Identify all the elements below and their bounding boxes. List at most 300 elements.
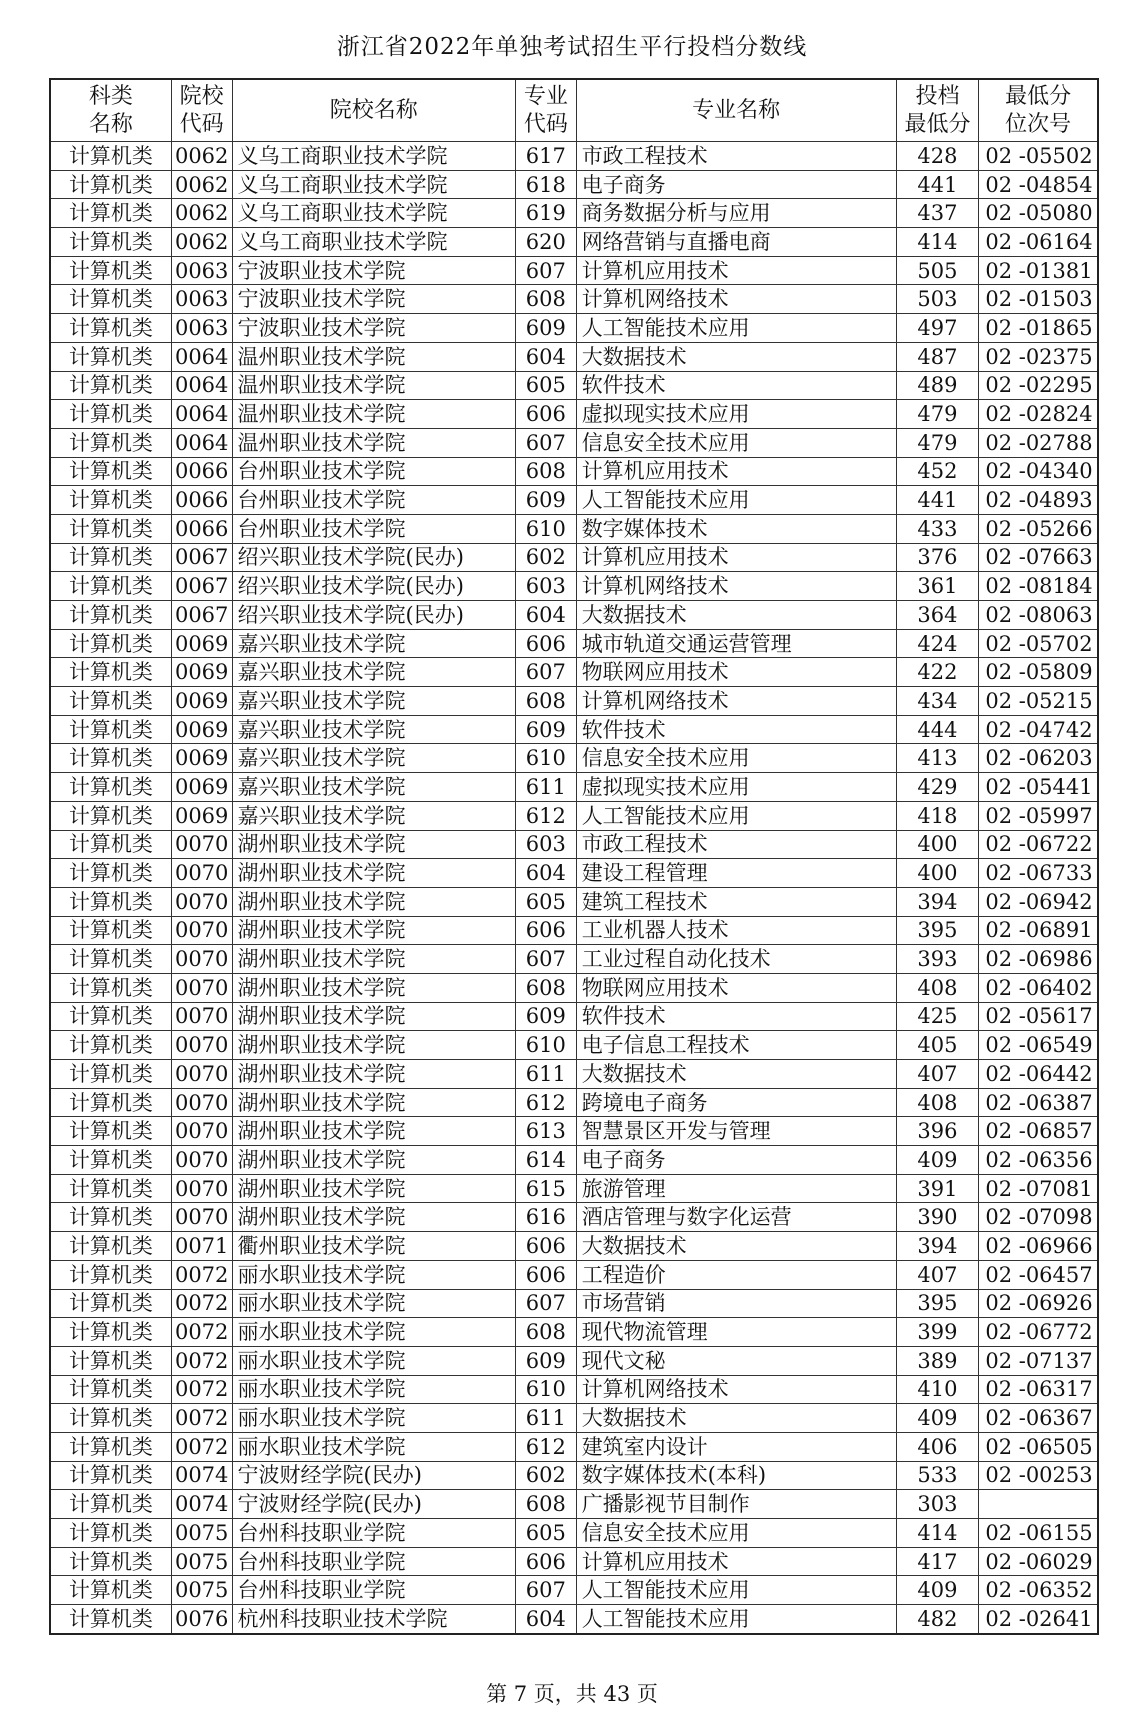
cell-major-code: 612 [516, 1088, 577, 1117]
cell-major-name: 工业机器人技术 [576, 916, 896, 945]
cell-major-code: 606 [516, 400, 577, 429]
cell-school-code: 0064 [171, 342, 232, 371]
cell-min-score: 408 [896, 973, 979, 1002]
cell-school-code: 0070 [171, 916, 232, 945]
cell-school-code: 0072 [171, 1432, 232, 1461]
cell-category: 计算机类 [50, 1203, 171, 1232]
cell-major-code: 607 [516, 428, 577, 457]
cell-min-rank: 02 -05702 [979, 629, 1098, 658]
cell-min-rank: 02 -06505 [979, 1432, 1098, 1461]
cell-major-name: 计算机应用技术 [576, 1547, 896, 1576]
cell-school-code: 0072 [171, 1318, 232, 1347]
cell-min-rank: 02 -06891 [979, 916, 1098, 945]
cell-school-name: 丽水职业技术学院 [232, 1260, 516, 1289]
cell-major-code: 616 [516, 1203, 577, 1232]
cell-school-name: 丽水职业技术学院 [232, 1346, 516, 1375]
cell-major-code: 602 [516, 1461, 577, 1490]
cell-school-name: 义乌工商职业技术学院 [232, 199, 516, 228]
cell-major-code: 610 [516, 514, 577, 543]
cell-school-name: 丽水职业技术学院 [232, 1289, 516, 1318]
cell-school-name: 温州职业技术学院 [232, 400, 516, 429]
cell-min-score: 395 [896, 916, 979, 945]
cell-school-name: 湖州职业技术学院 [232, 1002, 516, 1031]
cell-major-code: 606 [516, 1547, 577, 1576]
cell-major-code: 608 [516, 457, 577, 486]
header-min-rank: 最低分 位次号 [979, 79, 1098, 142]
cell-school-name: 宁波职业技术学院 [232, 314, 516, 343]
table-row [50, 715, 1098, 744]
table-row [50, 916, 1098, 945]
cell-min-score: 400 [896, 830, 979, 859]
cell-school-code: 0064 [171, 371, 232, 400]
cell-min-rank: 02 -00253 [979, 1461, 1098, 1490]
cell-school-code: 0070 [171, 973, 232, 1002]
cell-min-rank: 02 -06029 [979, 1547, 1098, 1576]
cell-major-name: 工业过程自动化技术 [576, 945, 896, 974]
cell-category: 计算机类 [50, 859, 171, 888]
cell-min-score: 441 [896, 486, 979, 515]
table-row [50, 1060, 1098, 1089]
cell-major-name: 建筑工程技术 [576, 887, 896, 916]
cell-min-score: 376 [896, 543, 979, 572]
cell-major-code: 603 [516, 572, 577, 601]
cell-min-score: 533 [896, 1461, 979, 1490]
cell-school-name: 台州职业技术学院 [232, 514, 516, 543]
cell-major-name: 电子商务 [576, 170, 896, 199]
cell-school-name: 丽水职业技术学院 [232, 1432, 516, 1461]
cell-min-rank: 02 -04854 [979, 170, 1098, 199]
cell-category: 计算机类 [50, 486, 171, 515]
cell-school-code: 0069 [171, 687, 232, 716]
cell-school-name: 台州科技职业学院 [232, 1547, 516, 1576]
cell-major-name: 旅游管理 [576, 1174, 896, 1203]
cell-major-code: 606 [516, 629, 577, 658]
table-row [50, 1318, 1098, 1347]
cell-major-name: 现代物流管理 [576, 1318, 896, 1347]
cell-school-code: 0066 [171, 457, 232, 486]
cell-major-name: 数字媒体技术(本科) [576, 1461, 896, 1490]
cell-category: 计算机类 [50, 572, 171, 601]
cell-major-name: 计算机网络技术 [576, 572, 896, 601]
header-school-name: 院校名称 [232, 79, 516, 142]
cell-min-rank: 02 -02824 [979, 400, 1098, 429]
cell-school-name: 衢州职业技术学院 [232, 1232, 516, 1261]
cell-min-score: 424 [896, 629, 979, 658]
cell-category: 计算机类 [50, 773, 171, 802]
table-row [50, 744, 1098, 773]
cell-school-code: 0063 [171, 285, 232, 314]
cell-min-rank: 02 -04742 [979, 715, 1098, 744]
cell-major-code: 609 [516, 1346, 577, 1375]
cell-school-code: 0063 [171, 256, 232, 285]
cell-min-rank: 02 -06203 [979, 744, 1098, 773]
cell-school-code: 0069 [171, 801, 232, 830]
cell-school-name: 湖州职业技术学院 [232, 1060, 516, 1089]
cell-category: 计算机类 [50, 428, 171, 457]
header-min-score: 投档 最低分 [896, 79, 979, 142]
cell-major-code: 607 [516, 1289, 577, 1318]
table-row [50, 1289, 1098, 1318]
table-row [50, 1203, 1098, 1232]
cell-major-name: 虚拟现实技术应用 [576, 773, 896, 802]
cell-category: 计算机类 [50, 314, 171, 343]
cell-school-name: 台州科技职业学院 [232, 1576, 516, 1605]
cell-min-rank: 02 -06722 [979, 830, 1098, 859]
cell-school-code: 0074 [171, 1461, 232, 1490]
cell-major-name: 大数据技术 [576, 1232, 896, 1261]
cell-major-name: 计算机应用技术 [576, 457, 896, 486]
cell-major-code: 608 [516, 1318, 577, 1347]
cell-major-name: 大数据技术 [576, 1404, 896, 1433]
cell-major-code: 615 [516, 1174, 577, 1203]
cell-school-code: 0067 [171, 543, 232, 572]
cell-school-name: 湖州职业技术学院 [232, 1146, 516, 1175]
cell-category: 计算机类 [50, 228, 171, 257]
table-row [50, 1375, 1098, 1404]
cell-major-code: 604 [516, 1605, 577, 1634]
cell-major-code: 611 [516, 1060, 577, 1089]
cell-school-code: 0069 [171, 658, 232, 687]
cell-min-rank: 02 -06402 [979, 973, 1098, 1002]
cell-major-name: 网络营销与直播电商 [576, 228, 896, 257]
cell-category: 计算机类 [50, 687, 171, 716]
cell-category: 计算机类 [50, 629, 171, 658]
header-school-code: 院校 代码 [171, 79, 232, 142]
table-row [50, 1576, 1098, 1605]
cell-category: 计算机类 [50, 285, 171, 314]
cell-min-score: 394 [896, 1232, 979, 1261]
cell-school-name: 宁波财经学院(民办) [232, 1461, 516, 1490]
cell-major-code: 618 [516, 170, 577, 199]
cell-major-name: 计算机网络技术 [576, 285, 896, 314]
cell-min-rank: 02 -02788 [979, 428, 1098, 457]
cell-min-rank: 02 -06772 [979, 1318, 1098, 1347]
cell-school-code: 0062 [171, 199, 232, 228]
cell-category: 计算机类 [50, 1404, 171, 1433]
cell-school-name: 宁波财经学院(民办) [232, 1490, 516, 1519]
cell-school-name: 温州职业技术学院 [232, 342, 516, 371]
cell-category: 计算机类 [50, 400, 171, 429]
cell-school-name: 湖州职业技术学院 [232, 830, 516, 859]
cell-school-name: 湖州职业技术学院 [232, 1203, 516, 1232]
cell-major-name: 电子商务 [576, 1146, 896, 1175]
table-row [50, 830, 1098, 859]
cell-major-name: 大数据技术 [576, 601, 896, 630]
cell-major-code: 607 [516, 658, 577, 687]
cell-school-name: 温州职业技术学院 [232, 428, 516, 457]
table-row [50, 801, 1098, 830]
cell-school-name: 湖州职业技术学院 [232, 1117, 516, 1146]
cell-school-code: 0064 [171, 428, 232, 457]
cell-school-code: 0076 [171, 1605, 232, 1634]
cell-major-name: 城市轨道交通运营管理 [576, 629, 896, 658]
cell-min-rank: 02 -06155 [979, 1519, 1098, 1548]
cell-category: 计算机类 [50, 1117, 171, 1146]
table-row [50, 371, 1098, 400]
cell-school-name: 台州职业技术学院 [232, 486, 516, 515]
cell-min-score: 434 [896, 687, 979, 716]
cell-school-name: 杭州科技职业技术学院 [232, 1605, 516, 1634]
cell-category: 计算机类 [50, 1289, 171, 1318]
cell-min-rank: 02 -08184 [979, 572, 1098, 601]
cell-school-code: 0067 [171, 601, 232, 630]
cell-school-code: 0070 [171, 1002, 232, 1031]
cell-min-rank: 02 -06387 [979, 1088, 1098, 1117]
cell-min-score: 409 [896, 1404, 979, 1433]
cell-school-name: 丽水职业技术学院 [232, 1404, 516, 1433]
cell-min-rank: 02 -02295 [979, 371, 1098, 400]
cell-category: 计算机类 [50, 371, 171, 400]
header-major-name: 专业名称 [576, 79, 896, 142]
cell-major-name: 计算机网络技术 [576, 687, 896, 716]
cell-school-code: 0069 [171, 629, 232, 658]
cell-min-rank: 02 -05809 [979, 658, 1098, 687]
cell-min-rank: 02 -04340 [979, 457, 1098, 486]
table-row [50, 486, 1098, 515]
cell-school-code: 0070 [171, 887, 232, 916]
page-footer: 第 7 页，共 43 页 [486, 1682, 658, 1706]
cell-major-name: 软件技术 [576, 371, 896, 400]
cell-school-code: 0069 [171, 744, 232, 773]
cell-major-name: 工程造价 [576, 1260, 896, 1289]
cell-category: 计算机类 [50, 801, 171, 830]
cell-category: 计算机类 [50, 830, 171, 859]
cell-school-name: 湖州职业技术学院 [232, 945, 516, 974]
cell-school-name: 嘉兴职业技术学院 [232, 658, 516, 687]
cell-min-rank: 02 -08063 [979, 601, 1098, 630]
table-row [50, 1174, 1098, 1203]
cell-min-score: 497 [896, 314, 979, 343]
cell-school-code: 0072 [171, 1289, 232, 1318]
cell-school-code: 0063 [171, 314, 232, 343]
cell-major-code: 604 [516, 601, 577, 630]
cell-min-rank: 02 -06986 [979, 945, 1098, 974]
table-row [50, 1404, 1098, 1433]
cell-major-code: 609 [516, 486, 577, 515]
table-row [50, 199, 1098, 228]
cell-category: 计算机类 [50, 658, 171, 687]
cell-min-score: 487 [896, 342, 979, 371]
cell-school-name: 嘉兴职业技术学院 [232, 687, 516, 716]
cell-category: 计算机类 [50, 1232, 171, 1261]
cell-min-rank: 02 -06356 [979, 1146, 1098, 1175]
cell-category: 计算机类 [50, 199, 171, 228]
cell-min-score: 389 [896, 1346, 979, 1375]
cell-category: 计算机类 [50, 916, 171, 945]
cell-major-code: 614 [516, 1146, 577, 1175]
cell-min-score: 391 [896, 1174, 979, 1203]
cell-school-code: 0070 [171, 1088, 232, 1117]
table-row [50, 687, 1098, 716]
cell-major-name: 市政工程技术 [576, 830, 896, 859]
cell-school-name: 嘉兴职业技术学院 [232, 801, 516, 830]
cell-min-rank: 02 -05502 [979, 142, 1098, 171]
cell-min-score: 437 [896, 199, 979, 228]
cell-school-name: 湖州职业技术学院 [232, 1088, 516, 1117]
cell-school-code: 0070 [171, 1031, 232, 1060]
cell-min-score: 433 [896, 514, 979, 543]
cell-major-code: 607 [516, 256, 577, 285]
cell-major-code: 607 [516, 945, 577, 974]
cell-school-name: 台州职业技术学院 [232, 457, 516, 486]
cell-min-score: 422 [896, 658, 979, 687]
cell-major-code: 612 [516, 1432, 577, 1461]
cell-major-code: 608 [516, 687, 577, 716]
cell-school-name: 湖州职业技术学院 [232, 973, 516, 1002]
cell-min-score: 394 [896, 887, 979, 916]
cell-min-rank: 02 -06942 [979, 887, 1098, 916]
cell-min-rank: 02 -06926 [979, 1289, 1098, 1318]
cell-min-rank: 02 -06317 [979, 1375, 1098, 1404]
cell-school-code: 0070 [171, 1203, 232, 1232]
cell-min-rank: 02 -02375 [979, 342, 1098, 371]
table-row [50, 457, 1098, 486]
cell-category: 计算机类 [50, 1260, 171, 1289]
cell-min-rank: 02 -05997 [979, 801, 1098, 830]
cell-min-score: 409 [896, 1576, 979, 1605]
cell-min-score: 395 [896, 1289, 979, 1318]
cell-min-score: 400 [896, 859, 979, 888]
table-row [50, 142, 1098, 171]
cell-school-code: 0067 [171, 572, 232, 601]
table-row [50, 1605, 1098, 1634]
cell-school-name: 绍兴职业技术学院(民办) [232, 543, 516, 572]
cell-school-code: 0070 [171, 1174, 232, 1203]
cell-category: 计算机类 [50, 1146, 171, 1175]
table-row [50, 170, 1098, 199]
cell-school-code: 0070 [171, 1117, 232, 1146]
cell-school-name: 湖州职业技术学院 [232, 1174, 516, 1203]
table-header-row [50, 79, 1098, 142]
cell-min-rank: 02 -02641 [979, 1605, 1098, 1634]
page-title: 浙江省2022年单独考试招生平行投档分数线 [336, 34, 808, 60]
cell-min-rank: 02 -06857 [979, 1117, 1098, 1146]
cell-min-rank: 02 -04893 [979, 486, 1098, 515]
cell-min-score: 479 [896, 428, 979, 457]
table-row [50, 1547, 1098, 1576]
cell-major-name: 广播影视节目制作 [576, 1490, 896, 1519]
table-row [50, 1232, 1098, 1261]
cell-school-name: 嘉兴职业技术学院 [232, 773, 516, 802]
cell-min-score: 406 [896, 1432, 979, 1461]
cell-major-name: 电子信息工程技术 [576, 1031, 896, 1060]
cell-major-name: 酒店管理与数字化运营 [576, 1203, 896, 1232]
cell-major-name: 商务数据分析与应用 [576, 199, 896, 228]
cell-category: 计算机类 [50, 457, 171, 486]
cell-major-code: 612 [516, 801, 577, 830]
cell-min-score: 414 [896, 228, 979, 257]
cell-major-code: 603 [516, 830, 577, 859]
cell-major-code: 605 [516, 887, 577, 916]
cell-school-code: 0070 [171, 945, 232, 974]
cell-school-code: 0069 [171, 715, 232, 744]
cell-min-score: 418 [896, 801, 979, 830]
cell-min-score: 393 [896, 945, 979, 974]
cell-major-name: 建筑室内设计 [576, 1432, 896, 1461]
cell-major-name: 计算机应用技术 [576, 256, 896, 285]
cell-major-name: 信息安全技术应用 [576, 1519, 896, 1548]
table-row [50, 1260, 1098, 1289]
cell-school-code: 0070 [171, 1146, 232, 1175]
cell-major-name: 智慧景区开发与管理 [576, 1117, 896, 1146]
cell-school-name: 台州科技职业学院 [232, 1519, 516, 1548]
table-row [50, 601, 1098, 630]
cell-major-name: 跨境电子商务 [576, 1088, 896, 1117]
cell-category: 计算机类 [50, 1547, 171, 1576]
cell-category: 计算机类 [50, 973, 171, 1002]
cell-min-rank: 02 -06966 [979, 1232, 1098, 1261]
cell-major-code: 613 [516, 1117, 577, 1146]
cell-major-code: 610 [516, 744, 577, 773]
cell-school-code: 0072 [171, 1375, 232, 1404]
cell-major-code: 606 [516, 1232, 577, 1261]
table-row [50, 1461, 1098, 1490]
cell-category: 计算机类 [50, 256, 171, 285]
cell-min-rank: 02 -01503 [979, 285, 1098, 314]
cell-category: 计算机类 [50, 142, 171, 171]
cell-major-name: 人工智能技术应用 [576, 1576, 896, 1605]
cell-category: 计算机类 [50, 715, 171, 744]
table-row [50, 543, 1098, 572]
cell-min-score: 429 [896, 773, 979, 802]
cell-school-name: 绍兴职业技术学院(民办) [232, 572, 516, 601]
table-row [50, 1490, 1098, 1519]
table-row [50, 1432, 1098, 1461]
cell-category: 计算机类 [50, 1346, 171, 1375]
cell-min-score: 405 [896, 1031, 979, 1060]
cell-min-score: 479 [896, 400, 979, 429]
cell-major-name: 虚拟现实技术应用 [576, 400, 896, 429]
header-category: 科类 名称 [50, 79, 171, 142]
cell-category: 计算机类 [50, 1605, 171, 1634]
cell-category: 计算机类 [50, 1031, 171, 1060]
cell-major-name: 数字媒体技术 [576, 514, 896, 543]
cell-category: 计算机类 [50, 1432, 171, 1461]
cell-major-code: 620 [516, 228, 577, 257]
cell-school-code: 0072 [171, 1260, 232, 1289]
cell-min-rank: 02 -07081 [979, 1174, 1098, 1203]
cell-major-name: 信息安全技术应用 [576, 744, 896, 773]
cell-school-name: 温州职业技术学院 [232, 371, 516, 400]
cell-major-code: 611 [516, 773, 577, 802]
cell-school-code: 0070 [171, 859, 232, 888]
table-row [50, 514, 1098, 543]
table-row [50, 1519, 1098, 1548]
cell-school-name: 湖州职业技术学院 [232, 1031, 516, 1060]
cell-major-code: 608 [516, 973, 577, 1002]
cell-school-code: 0069 [171, 773, 232, 802]
cell-min-score: 407 [896, 1260, 979, 1289]
cell-min-rank: 02 -06442 [979, 1060, 1098, 1089]
cell-major-code: 608 [516, 285, 577, 314]
cell-min-score: 503 [896, 285, 979, 314]
cell-school-code: 0070 [171, 1060, 232, 1089]
cell-major-code: 610 [516, 1031, 577, 1060]
cell-major-code: 609 [516, 1002, 577, 1031]
table-row [50, 1088, 1098, 1117]
cell-major-code: 609 [516, 314, 577, 343]
cell-min-rank: 02 -06457 [979, 1260, 1098, 1289]
table-row [50, 1146, 1098, 1175]
cell-min-rank: 02 -06164 [979, 228, 1098, 257]
cell-school-code: 0062 [171, 228, 232, 257]
table-row [50, 285, 1098, 314]
cell-min-rank: 02 -07137 [979, 1346, 1098, 1375]
cell-school-name: 绍兴职业技术学院(民办) [232, 601, 516, 630]
table-row [50, 658, 1098, 687]
cell-min-rank: 02 -05441 [979, 773, 1098, 802]
cell-school-name: 义乌工商职业技术学院 [232, 170, 516, 199]
